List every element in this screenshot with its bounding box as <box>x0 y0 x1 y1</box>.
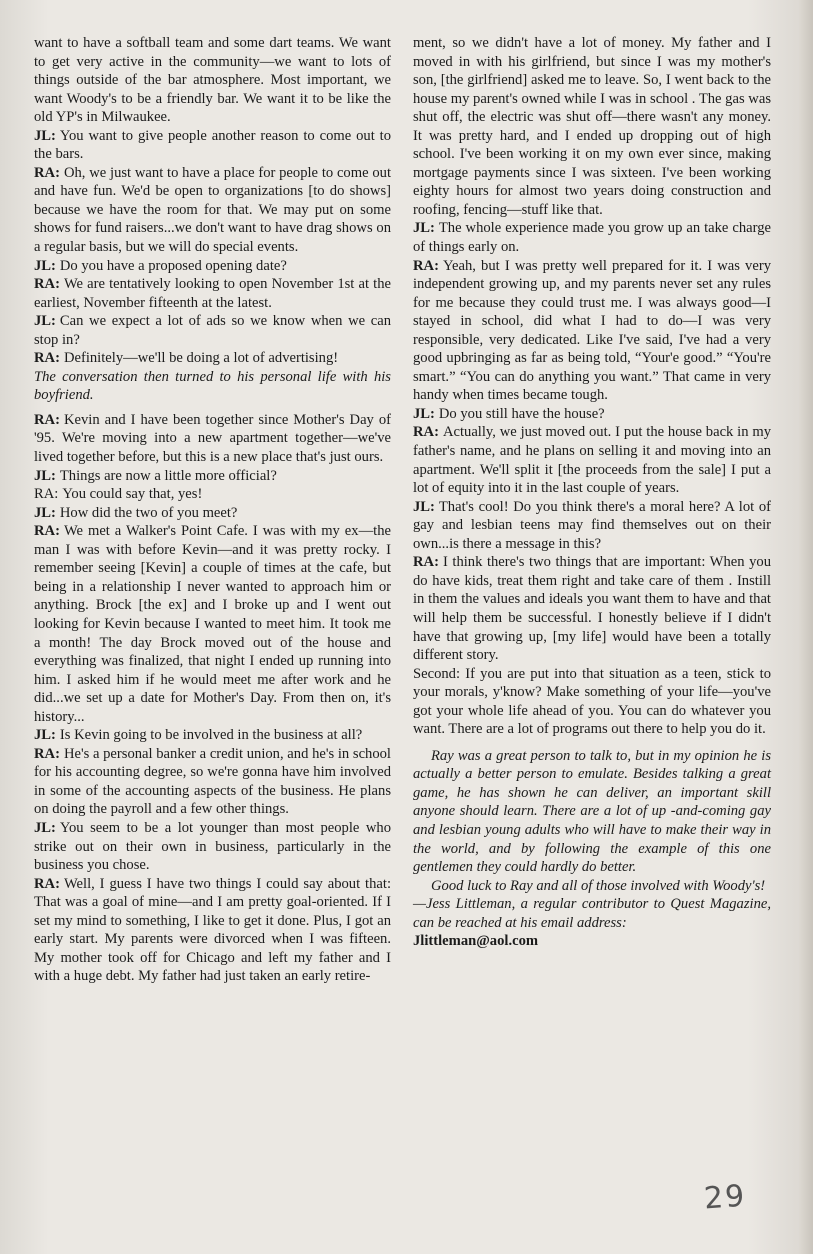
paragraph-text: That's cool! Do you think there's a moral here? A lot of gay and lesbian teens may find themselves out on their own...is there a message in this? <box>413 498 771 552</box>
speaker-label: RA: <box>34 276 60 293</box>
interview-paragraph <box>34 127 391 164</box>
paragraph-text: The conversation then turned to his personal life with his boyfriend. <box>34 368 391 404</box>
interview-paragraph <box>34 485 391 504</box>
interview-paragraph <box>34 34 391 127</box>
right-column <box>413 34 771 951</box>
binding-edge <box>799 0 813 1254</box>
speaker-label: JL: <box>34 127 56 144</box>
interview-paragraph <box>34 726 391 745</box>
paragraph-text: Kevin and I have been together since Mother's Day of '95. We're moving into a new apartment together—we've lived together before, but this is a new place that's just ours. <box>34 411 391 466</box>
speaker-label: JL: <box>34 313 56 330</box>
page-number: 29 <box>702 1178 748 1217</box>
closing-wishes: Good luck to Ray and all of those involved with Woody's! <box>431 877 766 894</box>
speaker-label: JL: <box>413 498 435 515</box>
interview-paragraph <box>34 257 391 276</box>
speaker-label: RA: <box>34 164 60 181</box>
speaker-label: JL: <box>413 220 435 237</box>
interview-paragraph <box>413 498 771 554</box>
paragraph-text: He's a personal banker a credit union, and he's in school for his accounting degree, so we're gonna have him involved in some of the accounting aspects of the business. He plans on doing the payroll and a few other things. <box>34 745 391 818</box>
speaker-label: RA: <box>413 424 439 441</box>
interview-paragraph <box>34 164 391 257</box>
speaker-label: JL: <box>34 467 56 484</box>
paragraph-text: You seem to be a lot younger than most people who strike out on their own in business, particularly in the business you chose. <box>34 819 391 874</box>
speaker-label: RA: <box>413 554 439 571</box>
speaker-label: RA: <box>34 486 59 503</box>
speaker-label: JL: <box>413 405 435 422</box>
paragraph-text: The whole experience made you grow up an take charge of things early on. <box>413 220 771 256</box>
paragraph-text: Is Kevin going to be involved in the business at all? <box>59 727 363 744</box>
interview-paragraph <box>34 819 391 875</box>
paragraph-text: We met a Walker's Point Cafe. I was with my ex—the man I was with before Kevin—and it was pretty rocky. I remember seeing [Kevin] a couple of times at the cafe, but being in a relationship I never wanted to approach him or anything. Brock [the ex] and I broke up and I went out looking for Kevin because I wanted to meet him. It took me a month! The day Brock moved out of the house and everything was finalized, that night I ended up running into him. I asked him if he would meet me after work and he did...we set up a date for Mother's Day. From then on, it's history... <box>34 523 391 725</box>
paragraph-text: Yeah, but I was pretty well prepared for it. I was very independent growing up, and my parents never set any rules for me because they could trust me. I was always good—I stayed in school, did what I had to do—I was very responsible, very dedicated. Like I've said, I've had a very good upbringing as far as being told, “Your'e good.” “You're smart.” “You can do anything you want.” That came in very handy when times became tough. <box>413 257 771 404</box>
interview-paragraph <box>34 875 391 986</box>
paragraph-text: Second: If you are put into that situation as a teen, stick to your morals, y'know? Make something of your life—you've got your whole life ahead of you. You can do whatever you want. There are a lot of programs out there to help you do it. <box>413 665 771 738</box>
interview-paragraph <box>413 665 771 739</box>
speaker-label: RA: <box>34 523 60 540</box>
author-bio-text: —Jess Littleman, a regular contributor to Quest Magazine, can be reached at his email address: <box>413 896 771 931</box>
interview-paragraph <box>413 405 771 424</box>
paragraph-text: Can we expect a lot of ads so we know when we can stop in? <box>34 313 391 348</box>
interview-paragraph <box>413 257 771 405</box>
interview-paragraph <box>34 312 391 349</box>
interview-paragraph <box>34 745 391 819</box>
interview-paragraph <box>34 467 391 486</box>
interview-paragraph <box>34 522 391 726</box>
speaker-label: RA: <box>34 875 60 892</box>
interview-paragraph <box>413 219 771 256</box>
paragraph-text: Do you still have the house? <box>438 405 605 422</box>
speaker-label: JL: <box>34 819 56 836</box>
interview-paragraph <box>413 34 771 219</box>
paragraph-text: Definitely—we'll be doing a lot of advertising! <box>63 350 339 367</box>
interview-paragraph <box>34 275 391 312</box>
closing-paragraph: Ray was a great person to talk to, but in my opinion he is actually a better person to emulate. Besides talking a great game, he has shown he can deliver, an important skill anyone should learn. There are a lot of up -and-coming gay and lesbian young adults who will have to make their way in the world, and by following the example of this one gentlemen they could hardly do better. <box>413 747 771 876</box>
paragraph-text: You could say that, yes! <box>62 486 203 503</box>
interview-paragraph <box>34 411 391 467</box>
paragraph-text: Actually, we just moved out. I put the house back in my father's name, and he plans on selling it and moving into an apartment. We'll split it [the proceeds from the sale] I put a lot of equity into it in the last couple of years. <box>413 424 771 497</box>
interview-paragraph <box>34 349 391 368</box>
paragraph-text: Oh, we just want to have a place for people to come out and have fun. We'd be open to organizations [to do shows] because we have the room for that. We may put on some shows for fund raisers...we don't want to have drag shows on a regular basis, but we will do special events. <box>34 164 391 256</box>
paragraph-text: You want to give people another reason to come out to the bars. <box>34 127 391 163</box>
speaker-label: RA: <box>34 745 60 762</box>
paragraph-text: ment, so we didn't have a lot of money. My father and I moved in with his girlfriend, but since I was my mother's son, [the girlfriend] asked me to leave. So, I went back to the house my parent's owned while I was in school . The gas was shut off, the electric was shut off—there wasn't any money. It was pretty hard, and I ended up dropping out of high school. I've been working it on my own ever since, making mortgage payments since I was sixteen. I've been working eighty hours for almost two years doing construction and roofing, fencing—stuff like that. <box>413 35 771 218</box>
interview-paragraph <box>34 368 391 405</box>
paragraph-text: want to have a softball team and some dart teams. We want to get very active in the community—we want to lots of things outside of the bar atmosphere. Most important, we want Woody's to be a friendly bar. We want it to be like the old YP's in Milwaukee. <box>34 35 391 126</box>
left-column <box>34 34 391 986</box>
interview-paragraph <box>34 504 391 523</box>
author-bio <box>413 895 771 951</box>
closing-remarks <box>413 747 771 951</box>
paragraph-text: Things are now a little more official? <box>59 467 277 484</box>
speaker-label: JL: <box>34 257 56 274</box>
speaker-label: JL: <box>34 504 56 521</box>
paragraph-text: Well, I guess I have two things I could say about that: That was a goal of mine—and I am pretty goal-oriented. If I set my mind to something, I like to get it done. Plus, I got an early start. My parents were divorced when I was fifteen. My mother took off for Chicago and left my father and I with a huge debt. My father had just taken an early retire- <box>34 875 391 985</box>
paragraph-text: How did the two of you meet? <box>59 504 238 521</box>
paragraph-text: Do you have a proposed opening date? <box>59 257 287 274</box>
interview-paragraph <box>413 423 771 497</box>
speaker-label: JL: <box>34 727 56 744</box>
paragraph-text: I think there's two things that are important: When you do have kids, treat them right and take care of them . Instill in them the values and ideals you want them to have and that will help them be successful. I honestly believe if I didn't have that growing up, [my life] would have been a totally different story. <box>413 554 771 664</box>
paragraph-text: We are tentatively looking to open November 1st at the earliest, November fifteenth at the latest. <box>34 276 391 311</box>
speaker-label: RA: <box>34 411 60 428</box>
author-email[interactable]: Jlittleman@aol.com <box>413 933 539 950</box>
interview-paragraph <box>413 553 771 664</box>
speaker-label: RA: <box>413 257 439 274</box>
speaker-label: RA: <box>34 350 60 367</box>
